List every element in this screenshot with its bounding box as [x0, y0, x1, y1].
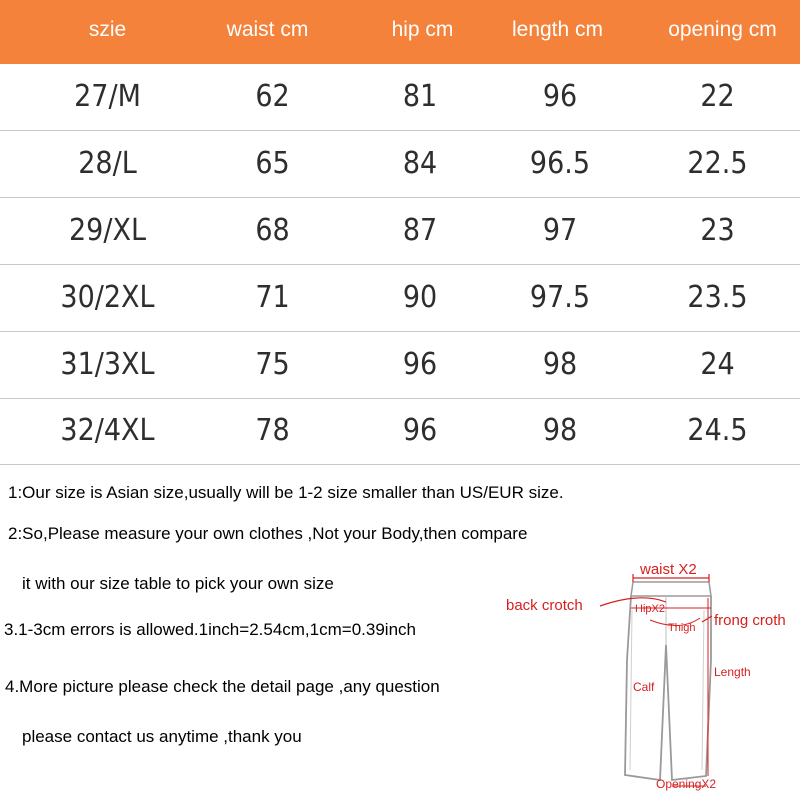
label-calf: Calf — [633, 680, 655, 694]
hip-cell: 81 — [402, 79, 438, 114]
size-cell: 30/2XL — [60, 280, 155, 315]
table-row — [0, 64, 800, 131]
length-cell: 96 — [542, 79, 578, 114]
note-detail-page: 4.More picture please check the detail page ,any question — [5, 677, 440, 696]
label-hip: HipX2 — [635, 603, 665, 615]
opening-cell: 23.5 — [687, 280, 748, 315]
header-hip: hip cm — [391, 18, 454, 41]
label-opening: OpeningX2 — [656, 777, 717, 791]
opening-cell: 23 — [700, 213, 735, 248]
hip-cell: 96 — [402, 347, 438, 382]
waist-cell: 65 — [255, 146, 290, 181]
header-waist: waist cm — [226, 18, 309, 41]
size-cell: 29/XL — [68, 213, 146, 248]
hip-cell: 87 — [402, 213, 438, 248]
label-back-crotch: back crotch — [506, 597, 583, 614]
note-error-allowance: 3.1-3cm errors is allowed.1inch=2.54cm,1cm=0.39inch — [4, 620, 416, 639]
note-compare-table: it with our size table to pick your own size — [22, 574, 334, 593]
label-length: Length — [714, 665, 751, 679]
note-contact-us: please contact us anytime ,thank you — [22, 727, 302, 746]
label-front-crotch: frong croth — [714, 612, 786, 629]
table-row — [0, 332, 800, 399]
pants-measurement-diagram — [490, 550, 800, 800]
opening-cell: 24 — [700, 347, 735, 382]
length-cell: 98 — [542, 347, 578, 382]
opening-cell: 24.5 — [687, 413, 748, 448]
waist-cell: 71 — [255, 280, 290, 315]
length-cell: 97 — [542, 213, 578, 248]
waist-cell: 78 — [255, 413, 290, 448]
size-cell: 28/L — [78, 146, 137, 181]
note-measure-clothes: 2:So,Please measure your own clothes ,Not your Body,then compare — [8, 524, 528, 543]
table-row — [0, 398, 800, 465]
hip-cell: 90 — [402, 280, 438, 315]
header-opening: opening cm — [668, 18, 777, 41]
length-cell: 96.5 — [529, 146, 591, 181]
size-cell: 31/3XL — [60, 347, 155, 382]
table-row — [0, 131, 800, 198]
label-waist: waist X2 — [640, 561, 697, 578]
length-cell: 98 — [542, 413, 578, 448]
header-length: length cm — [511, 18, 604, 41]
size-cell: 27/M — [74, 79, 141, 114]
table-row — [0, 265, 800, 332]
size-cell: 32/4XL — [60, 413, 155, 448]
size-table-header — [0, 0, 800, 64]
opening-cell: 22 — [700, 79, 735, 114]
label-thigh: Thigh — [668, 622, 696, 634]
hip-cell: 96 — [402, 413, 438, 448]
note-asian-size: 1:Our size is Asian size,usually will be 1-2 size smaller than US/EUR size. — [8, 483, 564, 502]
opening-cell: 22.5 — [687, 146, 748, 181]
waist-cell: 68 — [255, 213, 290, 248]
hip-cell: 84 — [402, 146, 438, 181]
header-size: szie — [88, 18, 127, 41]
pants-outline-illustration — [490, 550, 800, 800]
table-row — [0, 198, 800, 265]
waist-cell: 62 — [255, 79, 290, 114]
waist-cell: 75 — [255, 347, 290, 382]
length-cell: 97.5 — [529, 280, 591, 315]
